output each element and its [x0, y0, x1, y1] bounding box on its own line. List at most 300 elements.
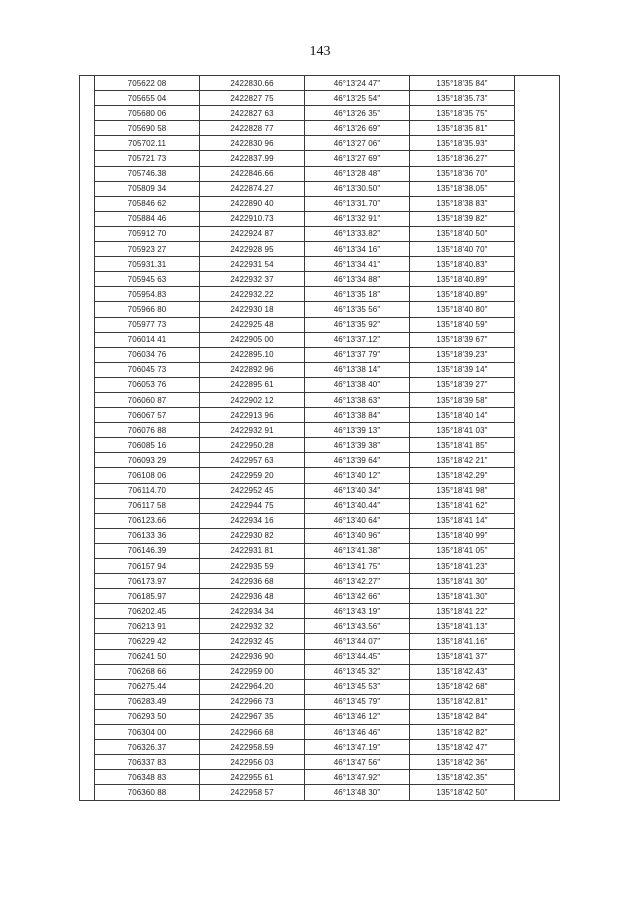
- x-coordinate-cell: 706173.97: [95, 574, 200, 589]
- x-coordinate-cell: 705746.38: [95, 166, 200, 181]
- margin-cell: [80, 408, 95, 423]
- latitude-cell: 46°13'40 12": [305, 468, 410, 483]
- x-coordinate-cell: 705977 73: [95, 317, 200, 332]
- x-coordinate-cell: 706360 88: [95, 785, 200, 800]
- latitude-cell: 46°13'47.92": [305, 770, 410, 785]
- table-row: [80, 755, 560, 770]
- empty-cell: [515, 438, 560, 453]
- table-row: [80, 226, 560, 241]
- margin-cell: [80, 136, 95, 151]
- empty-cell: [515, 619, 560, 634]
- y-coordinate-cell: 2422925 48: [200, 317, 305, 332]
- table-row: [80, 196, 560, 211]
- longitude-cell: 135°18'40.83": [410, 257, 515, 272]
- margin-cell: [80, 679, 95, 694]
- margin-cell: [80, 559, 95, 574]
- table-row: [80, 211, 560, 226]
- y-coordinate-cell: 2422827 75: [200, 91, 305, 106]
- table-row: [80, 559, 560, 574]
- x-coordinate-cell: 706123.66: [95, 513, 200, 528]
- margin-cell: [80, 211, 95, 226]
- y-coordinate-cell: 2422837.99: [200, 151, 305, 166]
- margin-cell: [80, 362, 95, 377]
- empty-cell: [515, 528, 560, 543]
- latitude-cell: 46°13'45 32": [305, 664, 410, 679]
- table-row: [80, 347, 560, 362]
- longitude-cell: 135°18'40.89": [410, 272, 515, 287]
- longitude-cell: 135°18'41 85": [410, 438, 515, 453]
- margin-cell: [80, 106, 95, 121]
- latitude-cell: 46°13'41.38": [305, 543, 410, 558]
- x-coordinate-cell: 705680 06: [95, 106, 200, 121]
- latitude-cell: 46°13'47.19": [305, 740, 410, 755]
- longitude-cell: 135°18'41 37": [410, 649, 515, 664]
- table-row: [80, 770, 560, 785]
- table-row: [80, 332, 560, 347]
- y-coordinate-cell: 2422895 61: [200, 377, 305, 392]
- y-coordinate-cell: 2422950.28: [200, 438, 305, 453]
- latitude-cell: 46°13'42 66": [305, 589, 410, 604]
- table-row: [80, 725, 560, 740]
- table-row: [80, 392, 560, 407]
- x-coordinate-cell: 706229 42: [95, 634, 200, 649]
- latitude-cell: 46°13'27 06": [305, 136, 410, 151]
- table-row: [80, 377, 560, 392]
- empty-cell: [515, 770, 560, 785]
- x-coordinate-cell: 706034 76: [95, 347, 200, 362]
- table-row: [80, 423, 560, 438]
- x-coordinate-cell: 706060 87: [95, 392, 200, 407]
- table-row: [80, 664, 560, 679]
- x-coordinate-cell: 706117 58: [95, 498, 200, 513]
- table-row: [80, 634, 560, 649]
- x-coordinate-cell: 706293 50: [95, 709, 200, 724]
- latitude-cell: 46°13'44 07": [305, 634, 410, 649]
- y-coordinate-cell: 2422967 35: [200, 709, 305, 724]
- margin-cell: [80, 770, 95, 785]
- table-row: [80, 604, 560, 619]
- x-coordinate-cell: 706157 94: [95, 559, 200, 574]
- latitude-cell: 46°13'34 41": [305, 257, 410, 272]
- empty-cell: [515, 257, 560, 272]
- longitude-cell: 135°18'35 81": [410, 121, 515, 136]
- margin-cell: [80, 574, 95, 589]
- x-coordinate-cell: 706304 00: [95, 725, 200, 740]
- longitude-cell: 135°18'41 05": [410, 543, 515, 558]
- latitude-cell: 46°13'39 13": [305, 423, 410, 438]
- empty-cell: [515, 785, 560, 800]
- latitude-cell: 46°13'44.45": [305, 649, 410, 664]
- y-coordinate-cell: 2422959 00: [200, 664, 305, 679]
- y-coordinate-cell: 2422846.66: [200, 166, 305, 181]
- empty-cell: [515, 408, 560, 423]
- longitude-cell: 135°18'38 83": [410, 196, 515, 211]
- margin-cell: [80, 785, 95, 800]
- table-row: [80, 257, 560, 272]
- x-coordinate-cell: 705655 04: [95, 91, 200, 106]
- table-row: [80, 513, 560, 528]
- margin-cell: [80, 272, 95, 287]
- table-row: [80, 317, 560, 332]
- x-coordinate-cell: 706202.45: [95, 604, 200, 619]
- x-coordinate-cell: 706093 29: [95, 453, 200, 468]
- table-row: [80, 694, 560, 709]
- latitude-cell: 46°13'32 91": [305, 211, 410, 226]
- longitude-cell: 135°18'41 22": [410, 604, 515, 619]
- empty-cell: [515, 136, 560, 151]
- longitude-cell: 135°18'42 68": [410, 679, 515, 694]
- latitude-cell: 46°13'46 46": [305, 725, 410, 740]
- margin-cell: [80, 91, 95, 106]
- longitude-cell: 135°18'39 58": [410, 392, 515, 407]
- x-coordinate-cell: 706185.97: [95, 589, 200, 604]
- y-coordinate-cell: 2422936 68: [200, 574, 305, 589]
- empty-cell: [515, 453, 560, 468]
- latitude-cell: 46°13'38 63": [305, 392, 410, 407]
- table-row: [80, 408, 560, 423]
- table-row: [80, 181, 560, 196]
- coordinates-table-body: [80, 76, 560, 801]
- margin-cell: [80, 664, 95, 679]
- x-coordinate-cell: 706067 57: [95, 408, 200, 423]
- margin-cell: [80, 589, 95, 604]
- empty-cell: [515, 302, 560, 317]
- table-row: [80, 287, 560, 302]
- table-row: [80, 574, 560, 589]
- y-coordinate-cell: 2422957 63: [200, 453, 305, 468]
- table-row: [80, 679, 560, 694]
- table-row: [80, 740, 560, 755]
- latitude-cell: 46°13'46 12": [305, 709, 410, 724]
- latitude-cell: 46°13'37.12": [305, 332, 410, 347]
- table-row: [80, 136, 560, 151]
- longitude-cell: 135°18'41 03": [410, 423, 515, 438]
- latitude-cell: 46°13'48 30": [305, 785, 410, 800]
- margin-cell: [80, 377, 95, 392]
- longitude-cell: 135°18'39 82": [410, 211, 515, 226]
- empty-cell: [515, 513, 560, 528]
- table-row: [80, 151, 560, 166]
- y-coordinate-cell: 2422936 48: [200, 589, 305, 604]
- margin-cell: [80, 423, 95, 438]
- longitude-cell: 135°18'39.23": [410, 347, 515, 362]
- x-coordinate-cell: 706241 50: [95, 649, 200, 664]
- x-coordinate-cell: 705690 58: [95, 121, 200, 136]
- y-coordinate-cell: 2422956 03: [200, 755, 305, 770]
- x-coordinate-cell: 706133 36: [95, 528, 200, 543]
- y-coordinate-cell: 2422827 63: [200, 106, 305, 121]
- empty-cell: [515, 634, 560, 649]
- empty-cell: [515, 121, 560, 136]
- latitude-cell: 46°13'39 38": [305, 438, 410, 453]
- longitude-cell: 135°18'42.35": [410, 770, 515, 785]
- longitude-cell: 135°18'38.05": [410, 181, 515, 196]
- margin-cell: [80, 604, 95, 619]
- longitude-cell: 135°18'39 14": [410, 362, 515, 377]
- y-coordinate-cell: 2422830.66: [200, 76, 305, 91]
- margin-cell: [80, 166, 95, 181]
- longitude-cell: 135°18'40 99": [410, 528, 515, 543]
- x-coordinate-cell: 706108 06: [95, 468, 200, 483]
- longitude-cell: 135°18'42.81": [410, 694, 515, 709]
- empty-cell: [515, 211, 560, 226]
- margin-cell: [80, 483, 95, 498]
- y-coordinate-cell: 2422932 91: [200, 423, 305, 438]
- longitude-cell: 135°18'39 67": [410, 332, 515, 347]
- empty-cell: [515, 483, 560, 498]
- x-coordinate-cell: 706085 16: [95, 438, 200, 453]
- empty-cell: [515, 679, 560, 694]
- empty-cell: [515, 362, 560, 377]
- margin-cell: [80, 498, 95, 513]
- margin-cell: [80, 332, 95, 347]
- latitude-cell: 46°13'47 56": [305, 755, 410, 770]
- empty-cell: [515, 272, 560, 287]
- margin-cell: [80, 543, 95, 558]
- x-coordinate-cell: 705622 08: [95, 76, 200, 91]
- y-coordinate-cell: 2422958 57: [200, 785, 305, 800]
- coordinates-table: [79, 75, 560, 801]
- empty-cell: [515, 106, 560, 121]
- longitude-cell: 135°18'41.16": [410, 634, 515, 649]
- margin-cell: [80, 740, 95, 755]
- x-coordinate-cell: 705931.31: [95, 257, 200, 272]
- longitude-cell: 135°18'39 27": [410, 377, 515, 392]
- latitude-cell: 46°13'28 48": [305, 166, 410, 181]
- empty-cell: [515, 709, 560, 724]
- x-coordinate-cell: 705846 62: [95, 196, 200, 211]
- margin-cell: [80, 151, 95, 166]
- empty-cell: [515, 604, 560, 619]
- y-coordinate-cell: 2422931 81: [200, 543, 305, 558]
- latitude-cell: 46°13'26 69": [305, 121, 410, 136]
- margin-cell: [80, 649, 95, 664]
- latitude-cell: 46°13'25 54": [305, 91, 410, 106]
- x-coordinate-cell: 706045 73: [95, 362, 200, 377]
- y-coordinate-cell: 2422905 00: [200, 332, 305, 347]
- x-coordinate-cell: 706337 83: [95, 755, 200, 770]
- margin-cell: [80, 196, 95, 211]
- y-coordinate-cell: 2422830 96: [200, 136, 305, 151]
- table-row: [80, 498, 560, 513]
- table-row: [80, 272, 560, 287]
- y-coordinate-cell: 2422932 37: [200, 272, 305, 287]
- latitude-cell: 46°13'43.56": [305, 619, 410, 634]
- y-coordinate-cell: 2422955 61: [200, 770, 305, 785]
- margin-cell: [80, 181, 95, 196]
- longitude-cell: 135°18'40 70": [410, 242, 515, 257]
- x-coordinate-cell: 705809 34: [95, 181, 200, 196]
- margin-cell: [80, 392, 95, 407]
- longitude-cell: 135°18'36.27": [410, 151, 515, 166]
- x-coordinate-cell: 705721 73: [95, 151, 200, 166]
- longitude-cell: 135°18'42 21": [410, 453, 515, 468]
- longitude-cell: 135°18'40 59": [410, 317, 515, 332]
- margin-cell: [80, 317, 95, 332]
- latitude-cell: 46°13'35 18": [305, 287, 410, 302]
- margin-cell: [80, 242, 95, 257]
- latitude-cell: 46°13'39 64": [305, 453, 410, 468]
- empty-cell: [515, 242, 560, 257]
- margin-cell: [80, 226, 95, 241]
- longitude-cell: 135°18'41.13": [410, 619, 515, 634]
- margin-cell: [80, 709, 95, 724]
- y-coordinate-cell: 2422934 34: [200, 604, 305, 619]
- table-row: [80, 166, 560, 181]
- empty-cell: [515, 468, 560, 483]
- longitude-cell: 135°18'42 47": [410, 740, 515, 755]
- x-coordinate-cell: 706146.39: [95, 543, 200, 558]
- margin-cell: [80, 468, 95, 483]
- margin-cell: [80, 257, 95, 272]
- x-coordinate-cell: 705702.11: [95, 136, 200, 151]
- empty-cell: [515, 91, 560, 106]
- y-coordinate-cell: 2422892 96: [200, 362, 305, 377]
- latitude-cell: 46°13'40.44": [305, 498, 410, 513]
- y-coordinate-cell: 2422944 75: [200, 498, 305, 513]
- empty-cell: [515, 740, 560, 755]
- latitude-cell: 46°13'31.70": [305, 196, 410, 211]
- margin-cell: [80, 755, 95, 770]
- y-coordinate-cell: 2422952 45: [200, 483, 305, 498]
- empty-cell: [515, 196, 560, 211]
- x-coordinate-cell: 706076 88: [95, 423, 200, 438]
- longitude-cell: 135°18'42.43": [410, 664, 515, 679]
- latitude-cell: 46°13'37 79": [305, 347, 410, 362]
- empty-cell: [515, 377, 560, 392]
- table-row: [80, 649, 560, 664]
- y-coordinate-cell: 2422928 95: [200, 242, 305, 257]
- margin-cell: [80, 287, 95, 302]
- margin-cell: [80, 513, 95, 528]
- longitude-cell: 135°18'35 75": [410, 106, 515, 121]
- longitude-cell: 135°18'41 14": [410, 513, 515, 528]
- y-coordinate-cell: 2422895.10: [200, 347, 305, 362]
- x-coordinate-cell: 705945 63: [95, 272, 200, 287]
- longitude-cell: 135°18'42 84": [410, 709, 515, 724]
- x-coordinate-cell: 706014 41: [95, 332, 200, 347]
- table-row: [80, 785, 560, 800]
- latitude-cell: 46°13'27 69": [305, 151, 410, 166]
- margin-cell: [80, 634, 95, 649]
- empty-cell: [515, 589, 560, 604]
- margin-cell: [80, 438, 95, 453]
- table-row: [80, 438, 560, 453]
- x-coordinate-cell: 706114.70: [95, 483, 200, 498]
- y-coordinate-cell: 2422930 82: [200, 528, 305, 543]
- latitude-cell: 46°13'43 19": [305, 604, 410, 619]
- x-coordinate-cell: 706275.44: [95, 679, 200, 694]
- x-coordinate-cell: 706326.37: [95, 740, 200, 755]
- empty-cell: [515, 392, 560, 407]
- y-coordinate-cell: 2422966 68: [200, 725, 305, 740]
- table-row: [80, 528, 560, 543]
- latitude-cell: 46°13'40 64": [305, 513, 410, 528]
- latitude-cell: 46°13'45 53": [305, 679, 410, 694]
- longitude-cell: 135°18'35.73": [410, 91, 515, 106]
- x-coordinate-cell: 706268 66: [95, 664, 200, 679]
- longitude-cell: 135°18'40 14": [410, 408, 515, 423]
- table-row: [80, 76, 560, 91]
- x-coordinate-cell: 706053 76: [95, 377, 200, 392]
- empty-cell: [515, 664, 560, 679]
- longitude-cell: 135°18'41 98": [410, 483, 515, 498]
- empty-cell: [515, 559, 560, 574]
- margin-cell: [80, 528, 95, 543]
- empty-cell: [515, 649, 560, 664]
- longitude-cell: 135°18'41.23": [410, 559, 515, 574]
- empty-cell: [515, 543, 560, 558]
- y-coordinate-cell: 2422828 77: [200, 121, 305, 136]
- margin-cell: [80, 347, 95, 362]
- page-number: 143: [309, 44, 331, 59]
- latitude-cell: 46°13'42.27": [305, 574, 410, 589]
- empty-cell: [515, 226, 560, 241]
- y-coordinate-cell: 2422935 59: [200, 559, 305, 574]
- table-row: [80, 121, 560, 136]
- table-row: [80, 483, 560, 498]
- y-coordinate-cell: 2422932.22: [200, 287, 305, 302]
- longitude-cell: 135°18'41.30": [410, 589, 515, 604]
- y-coordinate-cell: 2422874.27: [200, 181, 305, 196]
- x-coordinate-cell: 705884 46: [95, 211, 200, 226]
- empty-cell: [515, 76, 560, 91]
- longitude-cell: 135°18'40 50": [410, 226, 515, 241]
- latitude-cell: 46°13'38 14": [305, 362, 410, 377]
- empty-cell: [515, 317, 560, 332]
- empty-cell: [515, 694, 560, 709]
- latitude-cell: 46°13'26 35": [305, 106, 410, 121]
- latitude-cell: 46°13'35 56": [305, 302, 410, 317]
- margin-cell: [80, 725, 95, 740]
- margin-cell: [80, 453, 95, 468]
- margin-cell: [80, 302, 95, 317]
- latitude-cell: 46°13'41 75": [305, 559, 410, 574]
- latitude-cell: 46°13'38 84": [305, 408, 410, 423]
- latitude-cell: 46°13'38 40": [305, 377, 410, 392]
- empty-cell: [515, 151, 560, 166]
- x-coordinate-cell: 706283.49: [95, 694, 200, 709]
- longitude-cell: 135°18'36 70": [410, 166, 515, 181]
- longitude-cell: 135°18'35 84": [410, 76, 515, 91]
- margin-cell: [80, 121, 95, 136]
- y-coordinate-cell: 2422924 87: [200, 226, 305, 241]
- latitude-cell: 46°13'40 34": [305, 483, 410, 498]
- longitude-cell: 135°18'42 36": [410, 755, 515, 770]
- longitude-cell: 135°18'41 30": [410, 574, 515, 589]
- table-row: [80, 242, 560, 257]
- y-coordinate-cell: 2422936 90: [200, 649, 305, 664]
- latitude-cell: 46°13'34 16": [305, 242, 410, 257]
- y-coordinate-cell: 2422930 18: [200, 302, 305, 317]
- x-coordinate-cell: 706213 91: [95, 619, 200, 634]
- y-coordinate-cell: 2422934 16: [200, 513, 305, 528]
- empty-cell: [515, 332, 560, 347]
- empty-cell: [515, 498, 560, 513]
- y-coordinate-cell: 2422910.73: [200, 211, 305, 226]
- y-coordinate-cell: 2422913 96: [200, 408, 305, 423]
- latitude-cell: 46°13'33.82": [305, 226, 410, 241]
- table-row: [80, 709, 560, 724]
- longitude-cell: 135°18'40.89": [410, 287, 515, 302]
- empty-cell: [515, 574, 560, 589]
- empty-cell: [515, 347, 560, 362]
- margin-cell: [80, 619, 95, 634]
- y-coordinate-cell: 2422902 12: [200, 392, 305, 407]
- table-row: [80, 589, 560, 604]
- y-coordinate-cell: 2422964.20: [200, 679, 305, 694]
- x-coordinate-cell: 706348 83: [95, 770, 200, 785]
